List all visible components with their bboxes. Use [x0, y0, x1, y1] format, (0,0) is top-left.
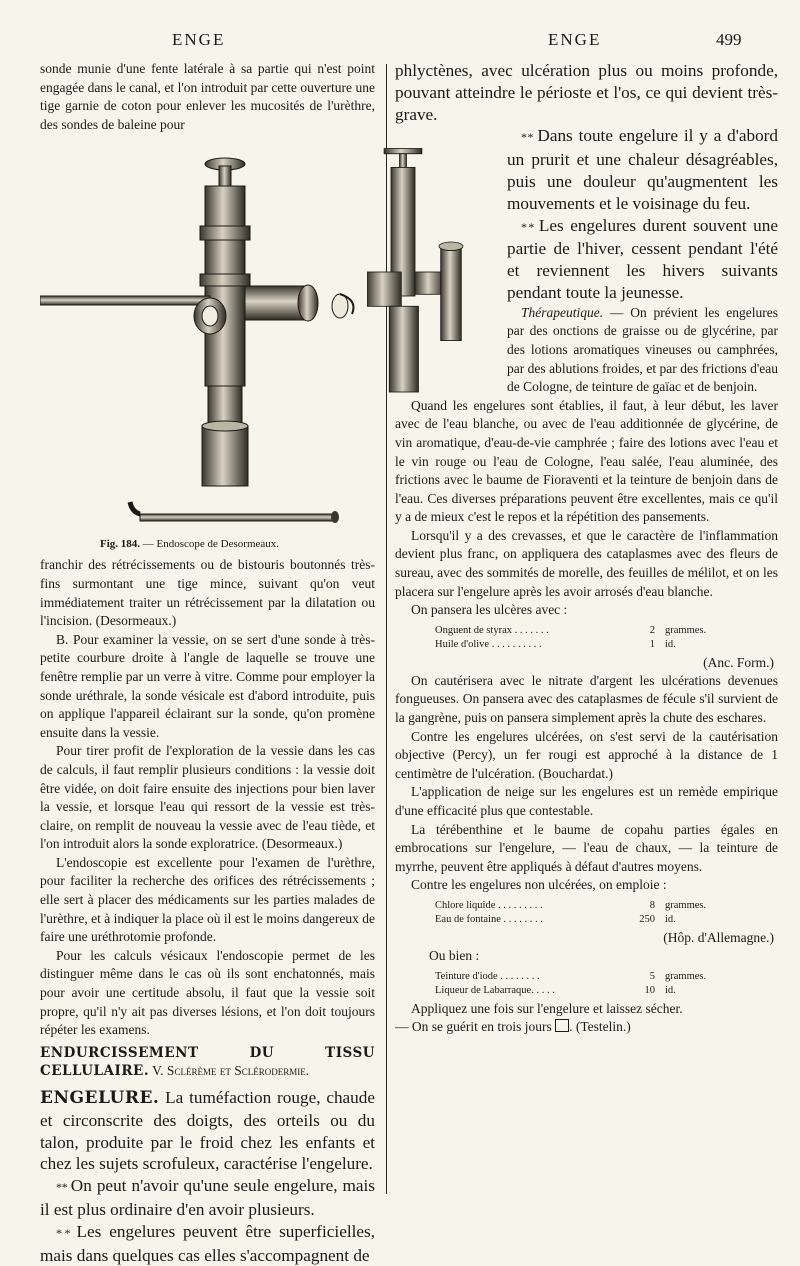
- ingredient-unit: grammes.: [665, 899, 707, 911]
- ingredient-quantity: 1: [649, 638, 655, 650]
- therapeutique-label: Thérapeutique.: [521, 304, 604, 320]
- ingredient-quantity: 8: [649, 899, 655, 911]
- prurit-text: Dans toute engelure il y a d'abord un prurit et une chaleur désagréables, puis une douleur qu'augmentent les mouvements et le voisinage du feu.: [507, 126, 779, 213]
- recipe-line: [435, 638, 778, 652]
- recipe-source: (Anc. Form.): [703, 654, 774, 670]
- running-head-left: ENGE: [172, 30, 226, 49]
- asterism-icon: * *: [521, 219, 533, 234]
- guerit-source: . (Testelin.): [569, 1019, 631, 1035]
- entry-engelure: [40, 1087, 375, 1175]
- ingredient-unit: id.: [665, 638, 676, 650]
- ingredient-name: Teinture d'iode . . . . . . . .: [435, 970, 540, 982]
- paragraph-seule-engelure: [40, 1175, 375, 1221]
- paragraph-prurit: [507, 125, 778, 214]
- endoscope-illustration-icon: [40, 156, 375, 531]
- paragraph-phlyctenes: phlyctènes, avec ulcération plus ou moins profonde, pouvant atteindre le périoste et l'os, ce qui devient très-grave.: [395, 61, 778, 124]
- paragraph-crevasses: Lorsqu'il y a des crevasses, et que le caractère de l'inflammation devient plus franc, on appliquera des cataplasmes avec des fleurs de sureau, avec des sommités de morelle, des feuilles de mélilot, et on les placera sur l'engelure après les avoir arrosés d'eau blanche.: [395, 527, 778, 599]
- square-symbol-icon: [555, 1019, 569, 1032]
- entry-heading: ENDURCISSEMENT DU TISSU CELLULAIRE.: [40, 1044, 375, 1080]
- paragraph-calculs: Pour tirer profit de l'exploration de la vessie dans les cas de calculs, il faut remplir plusieurs conditions : la vessie doit être vidée, on doit faire ensuite des injections pour bien laver la vessie, et lorsque l'eau qui ressort de la vessie est très-claire, on remplit de nouveau la vessie avec de l'eau tiède, et l'on introduit alors la sonde exploratrice. (Desormeaux.): [40, 743, 375, 852]
- recipe-line: [435, 913, 778, 927]
- ingredient-name: Chlore liquide . . . . . . . . .: [435, 899, 543, 911]
- recipe-line: [435, 970, 778, 984]
- recipe-source: (Hôp. d'Allemagne.): [663, 929, 774, 945]
- ingredient-unit: id.: [665, 984, 676, 996]
- guerit-text: — On se guérit en trois jours: [395, 1019, 552, 1035]
- paragraph-vessie: B. Pour examiner la vessie, on se sert d'une sonde à très-petite courbure droite à l'angle de laquelle se trouve une fenêtre remplie par un verre à vitre. Comme pour employer la sonde uréthrale, la sonde vésicale est d'abord introduite, puis on applique l'appareil éclairant sur la sonde, qu'on promène ensuite dans la vessie.: [40, 631, 375, 740]
- paragraph-terebenthine: La térébenthine et le baume de copahu parties égales en embrocations sur l'engelure, — l'eau de chaux, — la teinture de myrrhe, peuvent être appliqués à défaut d'autres moyens.: [395, 821, 778, 874]
- entry-endurcissement: [40, 1044, 375, 1081]
- paragraph-ulcerees: Contre les engelures ulcérées, on s'est servi de la cautérisation objective (Percy), un fer rougi est approché à la distance de 1 centimètre de l'ulcération. (Bouchardat.): [395, 728, 778, 781]
- right-column: [395, 60, 778, 1037]
- ingredient-unit: grammes.: [665, 970, 707, 982]
- engelure-definition: La tuméfaction rouge, chaude et circonscrite des doigts, des orteils ou du talon, produite par le froid chez les enfants et chez les sujets scrofuleux, caractérise l'engelure.: [40, 1088, 375, 1174]
- recipe-line: [435, 624, 778, 638]
- figure-label: Fig. 184.: [100, 538, 141, 551]
- paragraph-franchir: franchir des rétrécissements ou de bistouris boutonnés très-fins surmontant une tige mince, suivant qu'on veut immédiatement traiter un rétrécissement par la dilatation ou l'incision. (Desormeaux.): [40, 557, 375, 629]
- ingredient-unit: id.: [665, 913, 676, 925]
- figure-caption: [100, 538, 279, 550]
- seule-engelure-text: On peut n'avoir qu'une seule engelure, mais il est plus ordinaire d'en avoir plusieurs.: [40, 1176, 375, 1219]
- asterism-icon: * *: [56, 1180, 66, 1195]
- paragraph-intro: sonde munie d'une fente latérale à sa partie qui n'est point engagée dans le canal, et l'on introduit par cette ouverture une tige garnie de coton pour enlever les mucosités de l'urèthre, des sondes de baleine pour: [40, 61, 375, 132]
- entry-cross-reference: V. Sclérème et Sclérodermie.: [149, 1063, 310, 1079]
- recipe-line: [435, 984, 778, 998]
- recipe-chlore: [435, 899, 778, 927]
- paragraph-therapeutique: [507, 304, 778, 397]
- asterism-icon: * *: [56, 1225, 69, 1240]
- left-column: [40, 60, 375, 1266]
- paragraph-calculs-vesicaux: Pour les calculs vésicaux l'endoscopie permet de les distinguer même dans le cas où ils sont enchatonnés, mais pour avoir une certitude absolu, il faut que la vessie soit propre, qu'il n'y ait pas diverses lésions, et l'on doit toujours répéter les examens.: [40, 947, 375, 1038]
- paragraph-endoscopie: L'endoscopie est excellente pour l'examen de l'urèthre, pour faciliter la recherche des orifices des rétrécissements ; elle sert à placer des médicaments sur les parties malades de l'urèthre, et à indiquer la place où il est le moins dangereux de faire une uréthrotomie profonde.: [40, 854, 375, 945]
- recipe-iode: [435, 970, 778, 998]
- running-head-right: ENGE: [548, 30, 602, 49]
- durent-text: Les engelures durent souvent une partie de l'hiver, cessent pendant l'été et reviennent les hivers suivants pendant toute la jeunesse.: [507, 215, 778, 302]
- figure-title: — Endoscope de Desormeaux.: [142, 538, 280, 551]
- paragraph-neige: L'application de neige sur les engelures est un remède empirique d'une efficacité plus que contestable.: [395, 784, 778, 819]
- engelure-heading: ENGELURE.: [40, 1088, 160, 1108]
- recipe-line: [435, 899, 778, 913]
- ingredient-unit: grammes.: [665, 624, 707, 636]
- ingredient-quantity: 2: [649, 624, 655, 636]
- ingredient-quantity: 10: [644, 984, 655, 996]
- recipe-ulceres: [435, 624, 778, 652]
- paragraph-appliquez: Appliquez une fois sur l'engelure et laissez sécher.: [411, 1000, 683, 1016]
- ingredient-name: Onguent de styrax . . . . . . .: [435, 624, 549, 636]
- therapeutique-text: — On prévient les engelures par des onctions de graisse ou de glycérine, par des lotions aromatiques vineuses ou camphrées, par des ablutions froides, et par des frictions d'eau de Cologne, de teinture de gaïac et de benjoin.: [507, 304, 778, 395]
- ingredient-quantity: 5: [649, 970, 655, 982]
- page-number: 499: [716, 30, 742, 49]
- paragraph-ou-bien: Ou bien :: [429, 947, 480, 963]
- paragraph-pansera: On pansera les ulcères avec :: [411, 602, 568, 618]
- ingredient-name: Eau de fontaine . . . . . . . .: [435, 913, 543, 925]
- paragraph-superficielles: [40, 1221, 375, 1266]
- paragraph-cauteriser: On cautérisera avec le nitrate d'argent les ulcérations devenues fongueuses. On pansera avec des cataplasmes de fécule s'il survient de la gangrène, puis on pansera simplement après la chute des eschares.: [395, 672, 778, 726]
- endoscope-side-view-icon: [367, 127, 487, 417]
- ingredient-quantity: 250: [639, 913, 655, 925]
- paragraph-non-ulcerees: Contre les engelures non ulcérées, on emploie :: [411, 877, 667, 893]
- paragraph-quand: Quand les engelures sont établies, il faut, à leur début, les laver avec de l'eau blanche, ou avec de l'eau additionnée de glycérine, de vin aromatique, d'eau-de-vie camphrée ; faire des lotions avec l'eau et le vin rouge ou l'eau de Cologne, l'eau salée, l'eau aluminée, des frictions avec le baume de Fioraventi et la teinture de benjoin dans de l'eau. Ces diverses préparations peuvent être excellentes, mais ce qu'il y a de mieux c'est le repos et la répétition des pansements.: [395, 397, 778, 525]
- superficielles-text: Les engelures peuvent être superficielles, mais dans quelques cas elles s'accompagnent de: [40, 1221, 375, 1265]
- ingredient-name: Huile d'olive . . . . . . . . . .: [435, 638, 542, 650]
- ingredient-name: Liqueur de Labarraque. . . . .: [435, 984, 555, 996]
- asterism-icon: * *: [521, 130, 532, 145]
- figure-184: [40, 136, 375, 556]
- paragraph-durent: [507, 215, 778, 304]
- paragraph-guerit: [395, 1018, 778, 1037]
